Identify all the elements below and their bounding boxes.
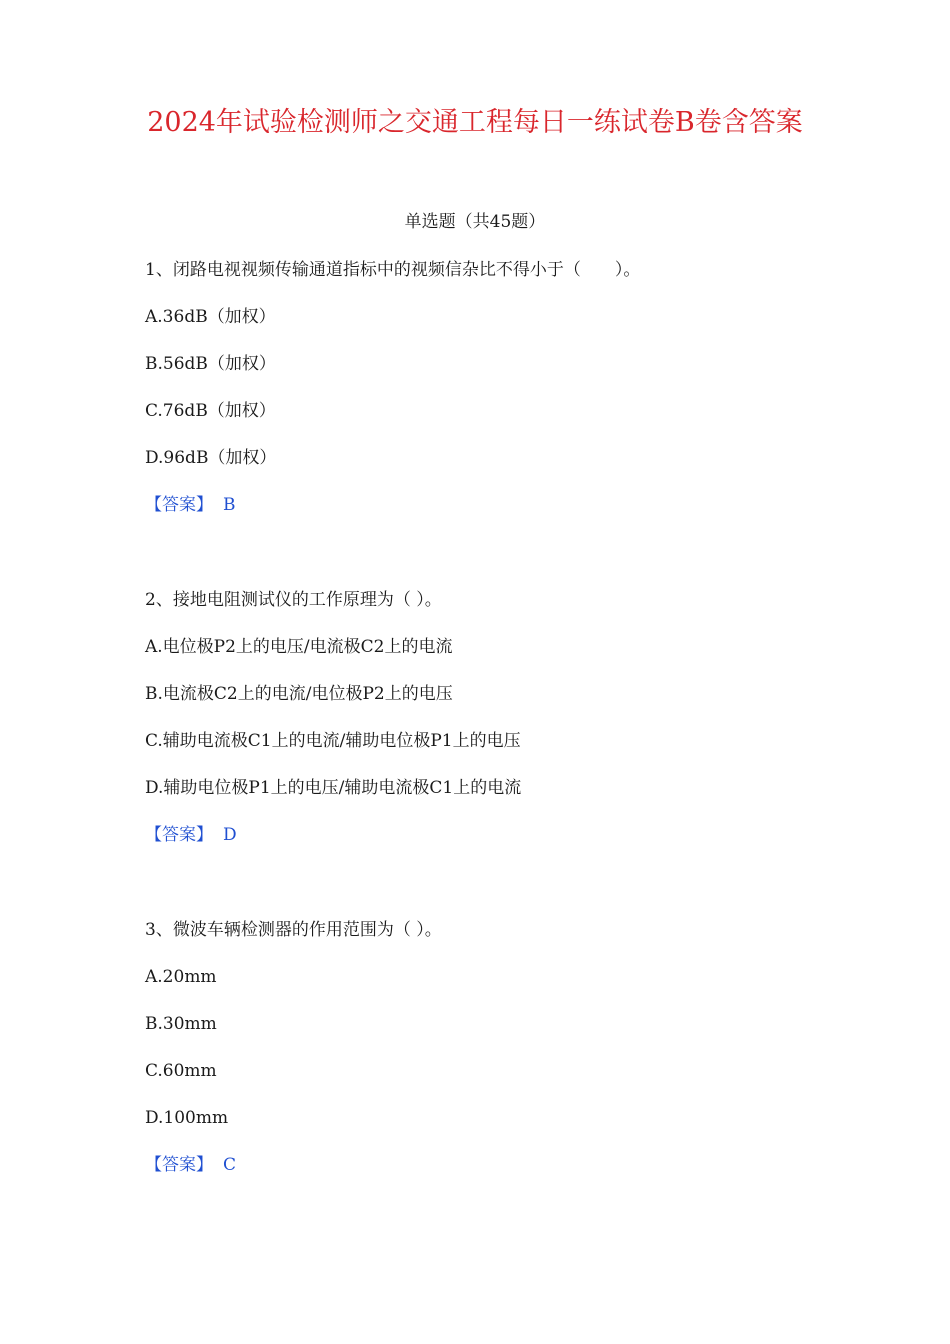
answer-label: 【答案】 [145, 1155, 213, 1175]
section-heading: 单选题（共45题） [404, 212, 546, 232]
question-1-option-b: B.56dB（加权） [145, 354, 276, 374]
question-1-option-a: A.36dB（加权） [145, 307, 276, 327]
question-1-option-c: C.76dB（加权） [145, 401, 276, 421]
answer-value: B [223, 495, 236, 515]
answer-label: 【答案】 [145, 495, 213, 515]
question-3-stem: 3、微波车辆检测器的作用范围为（ ）。 [145, 920, 442, 940]
answer-label: 【答案】 [145, 825, 213, 845]
question-2-option-a: A.电位极P2上的电压/电流极C2上的电流 [145, 637, 453, 657]
question-2-answer [145, 821, 237, 849]
question-1-option-d: D.96dB（加权） [145, 448, 277, 468]
answer-value: C [223, 1155, 237, 1175]
question-3-answer [145, 1151, 236, 1179]
question-3-option-c: C.60mm [145, 1061, 217, 1081]
question-3-option-d: D.100mm [145, 1108, 229, 1128]
document-title: 2024年试验检测师之交通工程每日一练试卷B卷含答案 [147, 107, 803, 138]
answer-value: D [223, 825, 237, 845]
question-2-stem: 2、接地电阻测试仪的工作原理为（ ）。 [145, 590, 442, 610]
question-1-answer [145, 491, 236, 519]
question-3-option-a: A.20mm [145, 967, 217, 987]
question-3-option-b: B.30mm [145, 1014, 217, 1034]
question-2-option-c: C.辅助电流极C1上的电流/辅助电位极P1上的电压 [145, 731, 521, 751]
question-2-option-b: B.电流极C2上的电流/电位极P2上的电压 [145, 684, 453, 704]
question-1-stem: 1、闭路电视视频传输通道指标中的视频信杂比不得小于（ ）。 [145, 260, 641, 280]
question-2-option-d: D.辅助电位极P1上的电压/辅助电流极C1上的电流 [145, 778, 522, 798]
